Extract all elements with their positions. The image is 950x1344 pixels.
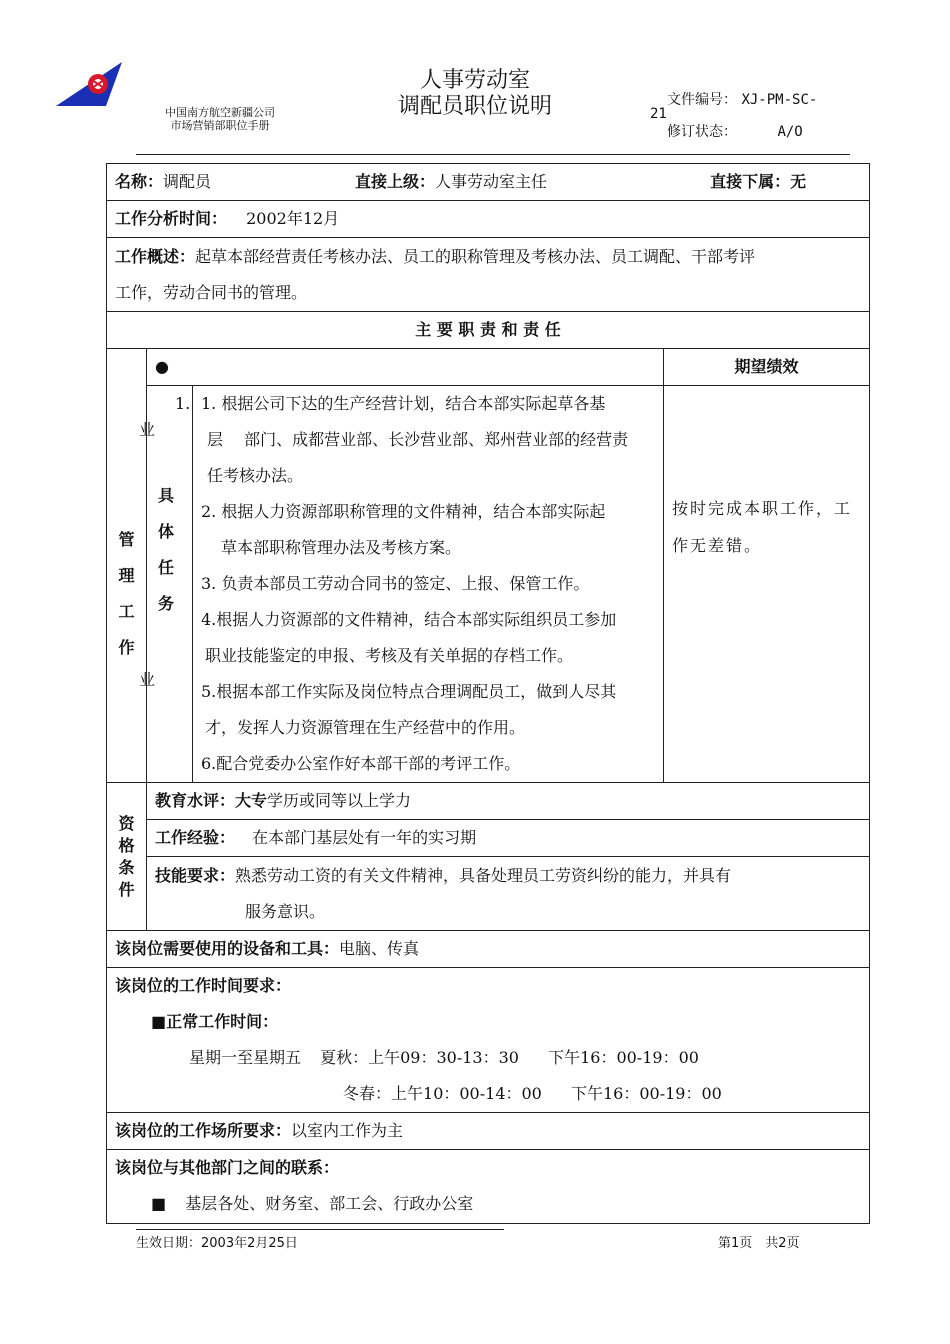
row-skills: [107, 857, 870, 931]
overview-line1: 起草本部经营责任考核办法、员工的职称管理及考核办法、员工调配、干部考评: [195, 246, 756, 266]
sub-top-char: 业: [139, 420, 156, 439]
effective-date: 生效日期：2003年2月25日: [136, 1236, 298, 1251]
summer-pm: 下午16：00-19：00: [548, 1048, 699, 1067]
bullet-dot: ●: [155, 357, 169, 376]
overview-line2: 工作，劳动合同书的管理。: [115, 282, 308, 302]
analysis-label: 工作分析时间：: [115, 209, 228, 228]
category-char: 作: [118, 637, 135, 657]
company-name: [150, 106, 290, 132]
equipment-value: 电脑、传真: [339, 939, 420, 958]
revision-status: [667, 121, 803, 141]
overview-label: 工作概述：: [115, 246, 196, 266]
task-line: 3. 负责本部员工劳动合同书的签定、上报、保管工作。: [201, 574, 590, 593]
expected-value: 按时完成本职工作，工作无差错。: [664, 386, 870, 783]
worktime-summer: [115, 1040, 861, 1076]
analysis-value: 2002年12月: [246, 209, 340, 228]
summer-am: 上午09：30-13：30: [368, 1048, 519, 1067]
row-overview: [107, 238, 870, 312]
winter-pm: 下午16：00-19：00: [570, 1084, 722, 1103]
task-line: 2. 根据人力资源部职称管理的文件精神，结合本部实际起: [201, 502, 606, 521]
sub-mid-char: 体: [157, 522, 174, 541]
winter-am: 上午10：00-14：00: [391, 1084, 542, 1103]
row-duties-body: [107, 386, 870, 783]
row-equipment: [107, 931, 870, 968]
revision-label: 修订状态：: [667, 124, 737, 140]
row-basic-info: [107, 164, 870, 201]
worktime-label: 该岗位的工作时间要求：: [115, 976, 292, 995]
supervisor-label: 直接上级：: [355, 172, 436, 191]
qual-char: 资: [118, 813, 135, 833]
place-label: 该岗位的工作场所要求：: [115, 1121, 292, 1140]
duties-subcategory: [139, 386, 193, 783]
row-place: [107, 1113, 870, 1150]
skills-line2: 服务意识。: [245, 901, 326, 921]
winter-label: 冬春：: [343, 1084, 392, 1103]
task-line: 5.根据本部工作实际及岗位特点合理调配员工，做到人尽其: [201, 682, 617, 701]
sub-bottom-char: 业: [139, 670, 156, 689]
education-bold: 大专: [235, 791, 268, 810]
expected-header: 期望绩效: [664, 349, 870, 386]
relations-bullet: ■: [151, 1194, 167, 1213]
skills-line1: 熟悉劳动工资的有关文件精神，具备处理员工劳资纠纷的能力，并具有: [235, 865, 732, 885]
doc-number: [667, 89, 817, 109]
row-education: [107, 783, 870, 820]
task-line: 才，发挥人力资源管理在生产经营中的作用。: [205, 718, 526, 737]
relations-label: 该岗位与其他部门之间的联系：: [115, 1158, 340, 1177]
sub-mid-char: 任: [157, 558, 174, 577]
revision-value: A/O: [777, 124, 803, 140]
qualification-category: [107, 783, 147, 931]
experience-value: 在本部门基层处有一年的实习期: [252, 828, 477, 847]
subordinate-value: 无: [790, 172, 807, 191]
sub-mid-char: 具: [157, 486, 174, 505]
name-value: 调配员: [163, 172, 212, 191]
sub-mid-char: 务: [157, 594, 174, 613]
category-char: 管: [118, 529, 135, 549]
doc-number-label: 文件编号：: [667, 92, 737, 108]
category-char: 工: [118, 601, 135, 621]
task-line: 草本部职称管理办法及考核方案。: [221, 538, 462, 557]
qual-char: 条: [118, 857, 135, 877]
row-duties-heading: [107, 312, 870, 349]
task-list: [193, 386, 664, 783]
company-logo: [56, 62, 126, 108]
worktime-winter: [115, 1076, 861, 1112]
skills-label: 技能要求：: [155, 865, 236, 885]
duties-heading: 主 要 职 责 和 责 任: [107, 312, 870, 349]
row-worktime: [107, 968, 870, 1113]
task-line: 6.配合党委办公室作好本部干部的考评工作。: [201, 754, 521, 773]
task-line: 4.根据人力资源部的文件精神，结合本部实际组织员工参加: [201, 610, 617, 629]
equipment-label: 该岗位需要使用的设备和工具：: [115, 939, 340, 958]
task-line: 职业技能鉴定的申报、考核及有关单据的存档工作。: [205, 646, 574, 665]
doc-number-value: XJ-PM-SC-: [741, 92, 818, 108]
name-label: 名称：: [115, 172, 164, 191]
row-relations: [107, 1150, 870, 1224]
education-value: 学历或同等以上学力: [267, 791, 412, 810]
category-char: 理: [118, 565, 135, 585]
worktime-normal-label: ■正常工作时间：: [151, 1012, 279, 1031]
row-duties-header: [107, 349, 870, 386]
subordinate-label: 直接下属：: [710, 172, 791, 191]
task-line: 层 部门、成都营业部、长沙营业部、郑州营业部的经营责: [207, 430, 629, 449]
education-label: 教育水评：: [155, 791, 236, 810]
worktime-days: 星期一至星期五: [189, 1048, 302, 1067]
task-line: 任考核办法。: [207, 466, 304, 485]
qual-char: 件: [118, 879, 135, 899]
summer-label: 夏秋：: [320, 1048, 369, 1067]
company-line1: 中国南方航空新疆公司: [165, 106, 275, 119]
row-experience: [107, 820, 870, 857]
doc-number-cont: 21: [650, 106, 667, 122]
position-table: [106, 163, 870, 1224]
row-analysis-time: [107, 201, 870, 238]
experience-label: 工作经验：: [155, 828, 236, 847]
sub-mid: [153, 478, 179, 622]
relations-value: 基层各处、财务室、部工会、行政办公室: [185, 1194, 474, 1213]
qual-char: 格: [118, 835, 135, 855]
header-rule: [136, 154, 850, 155]
title-line1: 人事劳动室: [419, 68, 530, 93]
task-line: 1. 根据公司下达的生产经营计划，结合本部实际起草各基: [201, 394, 606, 413]
place-value: 以室内工作为主: [291, 1121, 404, 1140]
company-line2: 市场营销部职位手册: [170, 119, 270, 132]
page-number: 第1页 共2页: [718, 1236, 800, 1251]
footer-rule: [136, 1229, 504, 1230]
title-line2: 调配员职位说明: [397, 94, 552, 119]
item-number: 1.: [175, 394, 191, 413]
supervisor-value: 人事劳动室主任: [435, 172, 548, 191]
